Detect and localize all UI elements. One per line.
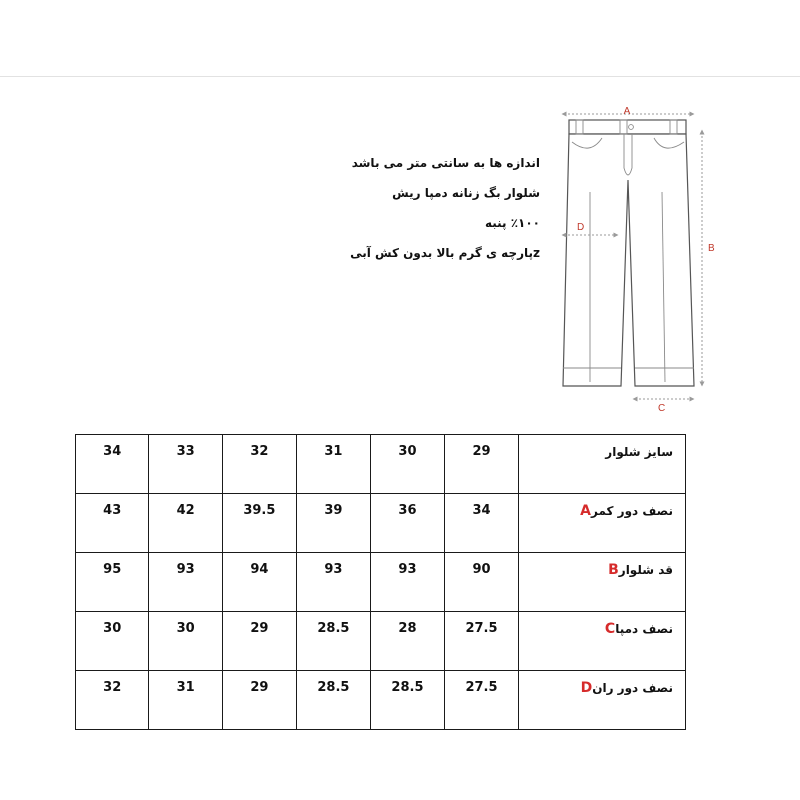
row-label-letter: C [604,621,616,637]
table-cell: 27.5 [444,612,518,671]
table-row [76,612,686,671]
row-label-waist [519,494,686,553]
note-material: ٪۱۰۰ پنبه [484,216,540,230]
row-label-text: نصف دور ران [592,681,673,695]
table-cell: 28.5 [296,671,370,730]
table-cell: 30 [76,612,149,671]
dimension-label-b: B [708,243,715,254]
dimension-label-a: A [623,106,631,117]
row-label-size [519,435,686,494]
row-label-text: قد شلوار [618,563,673,577]
row-label-text: نصف دمپا [615,622,673,636]
table-cell: 33 [149,435,222,494]
dimension-label-d: D [577,222,585,233]
row-label-text: نصف دور کمر [591,504,673,518]
table-cell: 42 [149,494,222,553]
table-cell: 94 [222,553,296,612]
row-label-letter: D [580,680,593,696]
table-cell: 27.5 [444,671,518,730]
note-units: اندازه ها به سانتی متر می باشد [351,156,540,170]
note-fabric: zپارچه ی گرم بالا بدون کش آبی [350,246,540,260]
table-cell: 34 [76,435,149,494]
row-label-letter: A [580,503,591,519]
table-row [76,435,686,494]
table-cell: 28.5 [296,612,370,671]
table-cell: 39.5 [222,494,296,553]
table-cell: 29 [222,612,296,671]
table-cell: 90 [444,553,518,612]
top-divider [0,76,800,77]
table-cell: 28.5 [370,671,444,730]
table-cell: 93 [296,553,370,612]
row-label-text: سایز شلوار [605,445,673,459]
table-cell: 29 [444,435,518,494]
table-cell: 30 [370,435,444,494]
table-cell: 32 [76,671,149,730]
table-cell: 93 [370,553,444,612]
note-product-name: شلوار بگ زنانه دمپا ریش [392,186,540,200]
table-cell: 30 [149,612,222,671]
pants-measurement-diagram [550,96,720,416]
row-label-length [519,553,686,612]
table-cell: 28 [370,612,444,671]
table-row [76,671,686,730]
dimension-label-c: C [658,403,666,414]
table-cell: 39 [296,494,370,553]
table-cell: 31 [296,435,370,494]
table-row [76,494,686,553]
row-label-thigh [519,671,686,730]
size-chart-table [75,434,686,730]
pants-outline [563,120,694,386]
table-cell: 43 [76,494,149,553]
table-cell: 93 [149,553,222,612]
row-label-hem [519,612,686,671]
description-notes [330,152,540,272]
table-cell: 36 [370,494,444,553]
table-cell: 95 [76,553,149,612]
table-cell: 32 [222,435,296,494]
table-cell: 29 [222,671,296,730]
row-label-letter: B [608,562,619,578]
table-cell: 31 [149,671,222,730]
table-cell: 34 [444,494,518,553]
table-row [76,553,686,612]
